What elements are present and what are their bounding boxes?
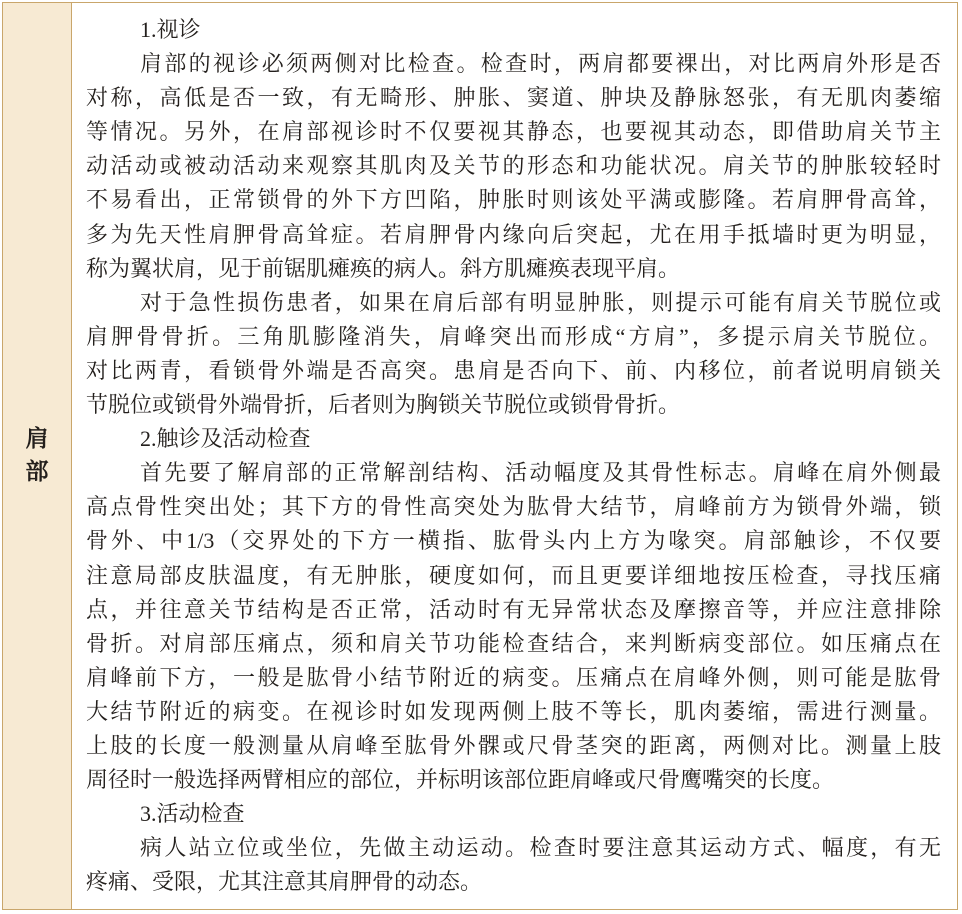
text-line: 肩部的视诊必须两侧对比检查。检查时，两肩都要裸出，对比两肩外形是否 (140, 51, 941, 77)
paragraph (86, 286, 941, 422)
text-line: 对比两青，看锁骨外端是否高突。患肩是否向下、前、内移位，前者说明肩锁关 (86, 357, 941, 383)
section-label: 肩部 (25, 426, 49, 485)
section-heading: 2.触诊及活动检查 (140, 426, 311, 452)
paragraph (86, 47, 941, 286)
text-line: 肩峰前下方，一般是肱骨小结节附近的病变。压痛点在肩峰外侧，则可能是肱骨 (86, 664, 941, 690)
text-line: 高点骨性突出处；其下方的骨性高突处为肱骨大结节，肩峰前方为锁骨外端，锁 (86, 494, 941, 520)
text-line: 点，并往意关节结构是否正常，活动时有无异常状态及摩擦音等，并应注意排除 (86, 596, 941, 622)
text-line: 病人站立位或坐位，先做主动运动。检查时要注意其运动方式、幅度，有无 (140, 835, 941, 861)
exam-table (2, 2, 958, 910)
text-line: 对称，高低是否一致，有无畸形、肿胀、窦道、肿块及静脉怒张，有无肌肉萎缩 (86, 85, 941, 111)
text-line: 多为先天性肩胛骨高耸症。若肩胛骨内缘向后突起，尤在用手抵墙时更为明显， (86, 221, 941, 247)
content-cell (72, 3, 957, 909)
text-line: 注意局部皮肤温度，有无肿胀，硬度如何，而且更要详细地按压检查，寻找压痛 (86, 562, 941, 588)
text-line: 节脱位或锁骨外端骨折，后者则为胸锁关节脱位或锁骨骨折。 (86, 392, 681, 418)
label-cell (3, 3, 72, 909)
text-line: 不易看出，正常锁骨的外下方凹陷，肿胀时则该处平满或膨隆。若肩胛骨高耸， (86, 187, 941, 213)
text-line: 疼痛、受限，尤其注意其肩胛骨的动态。 (86, 869, 483, 895)
text-line: 对于急性损伤患者，如果在肩后部有明显肿胀，则提示可能有肩关节脱位或 (140, 289, 941, 315)
paragraph (86, 456, 941, 797)
text-line: 等情况。另外，在肩部视诊时不仅要视其静态，也要视其动态，即借助肩关节主 (86, 119, 941, 145)
text-line: 骨折。对肩部压痛点，须和肩关节功能检查结合，来判断病变部位。如压痛点在 (86, 630, 941, 656)
section-heading: 1.视诊 (140, 17, 201, 42)
text-line: 首先要了解肩部的正常解剖结构、活动幅度及其骨性标志。肩峰在肩外侧最 (140, 460, 941, 486)
text-line: 称为翼状肩，见于前锯肌瘫痪的病人。斜方肌瘫痪表现平肩。 (86, 255, 681, 281)
text-line: 周径时一般选择两臂相应的部位，并标明该部位距肩峰或尺骨鹰嘴突的长度。 (86, 767, 835, 793)
text-line: 上肢的长度一般测量从肩峰至肱骨外髁或尺骨茎突的距离，两侧对比。测量上肢 (86, 732, 941, 758)
text-line: 动活动或被动活动来观察其肌肉及关节的形态和功能状况。肩关节的肿胀较轻时 (86, 153, 941, 179)
text-line: 肩胛骨骨折。三角肌膨隆消失，肩峰突出而形成“方肩”，多提示肩关节脱位。 (86, 323, 941, 349)
paragraph (86, 831, 941, 899)
text-line: 骨外、中1/3（交界处的下方一横指、肱骨头内上方为喙突。肩部触诊，不仅要 (86, 528, 941, 554)
text-line: 大结节附近的病变。在视诊时如发现两侧上肢不等长，肌肉萎缩，需进行测量。 (86, 698, 941, 724)
section-heading: 3.活动检查 (140, 801, 245, 827)
